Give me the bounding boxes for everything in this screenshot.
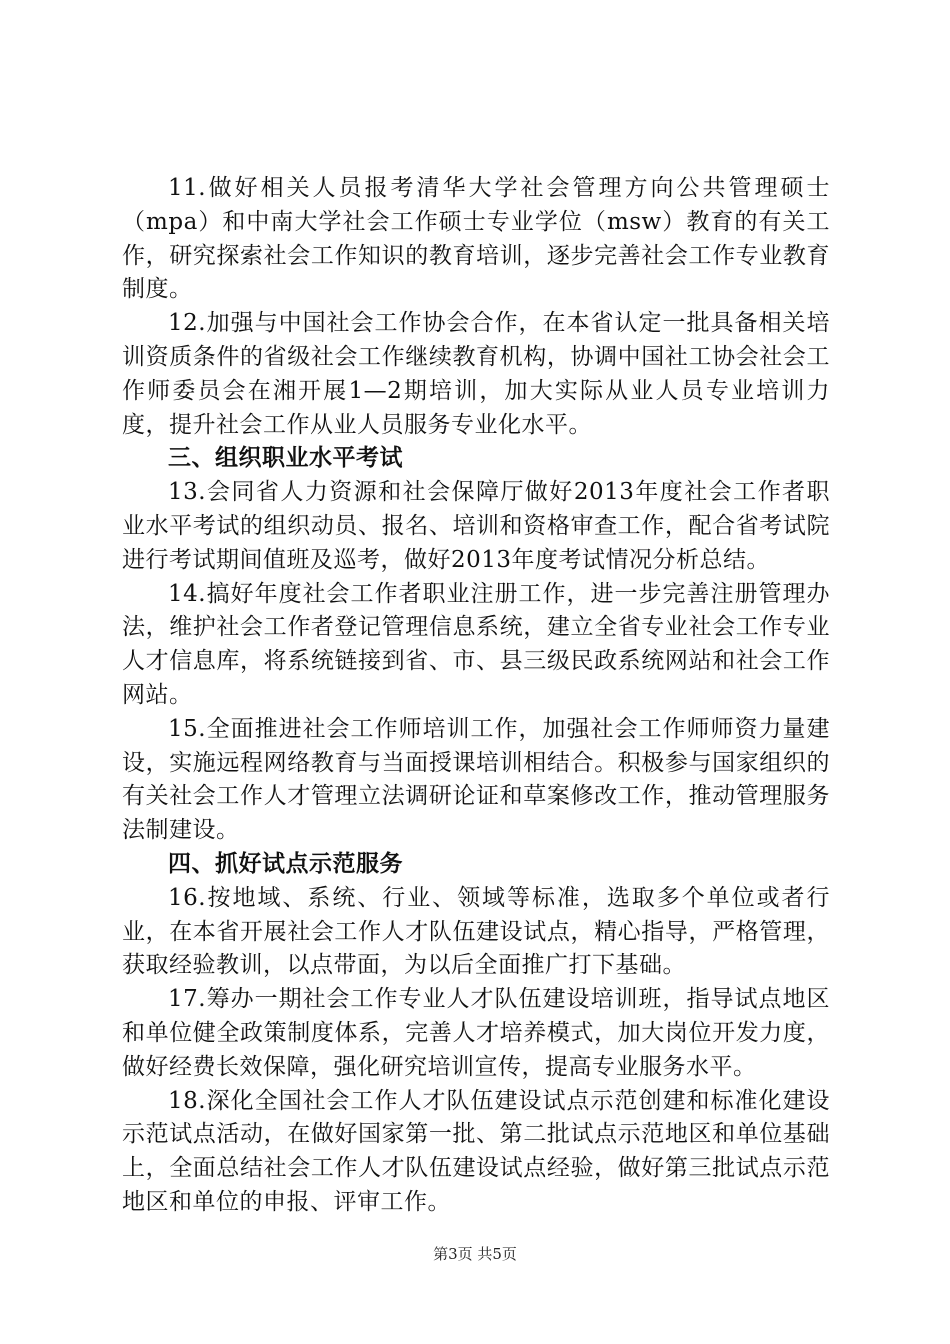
paragraph-13: 13.会同省人力资源和社会保障厅做好2013年度社会工作者职业水平考试的组织动员、报名、培训和资格审查工作，配合省考试院进行考试期间值班及巡考，做好2013年度考试情况分析总结。	[122, 479, 830, 573]
section-heading-4: 四、抓好试点示范服务	[168, 850, 403, 877]
paragraph-12: 12.加强与中国社会工作协会合作，在本省认定一批具备相关培训资质条件的省级社会工作继续教育机构，协调中国社工协会社会工作师委员会在湘开展1—2期培训，加大实际从业人员专业培训力度，提升社会工作从业人员服务专业化水平。	[122, 310, 830, 438]
paragraph-15: 15.全面推进社会工作师培训工作，加强社会工作师师资力量建设，实施远程网络教育与当面授课培训相结合。积极参与国家组织的有关社会工作人才管理立法调研论证和草案修改工作，推动管理服务法制建设。	[122, 715, 830, 844]
section-heading-3: 三、组织职业水平考试	[168, 445, 403, 472]
document-body	[122, 172, 830, 1220]
paragraph-11: 11.做好相关人员报考清华大学社会管理方向公共管理硕士（mpa）和中南大学社会工作硕士专业学位（msw）教育的有关工作，研究探索社会工作知识的教育培训，逐步完善社会工作专业教育制度。	[122, 175, 830, 303]
paragraph-16: 16.按地域、系统、行业、领域等标准，选取多个单位或者行业，在本省开展社会工作人才队伍建设试点，精心指导，严格管理，获取经验教训，以点带面，为以后全面推广打下基础。	[122, 884, 830, 979]
paragraph-14: 14.搞好年度社会工作者职业注册工作，进一步完善注册管理办法，维护社会工作者登记管理信息系统，建立全省专业社会工作专业人才信息库，将系统链接到省、市、县三级民政系统网站和社会工作网站。	[122, 580, 830, 708]
page-number-footer: 第3页 共5页	[433, 1245, 517, 1263]
paragraph-18: 18.深化全国社会工作人才队伍建设试点示范创建和标准化建设示范试点活动，在做好国家第一批、第二批试点示范地区和单位基础上，全面总结社会工作人才队伍建设试点经验，做好第三批试点示范地区和单位的申报、评审工作。	[122, 1087, 830, 1215]
paragraph-17: 17.筹办一期社会工作专业人才队伍建设培训班，指导试点地区和单位健全政策制度体系，完善人才培养模式，加大岗位开发力度，做好经费长效保障，强化研究培训宣传，提高专业服务水平。	[122, 986, 830, 1080]
